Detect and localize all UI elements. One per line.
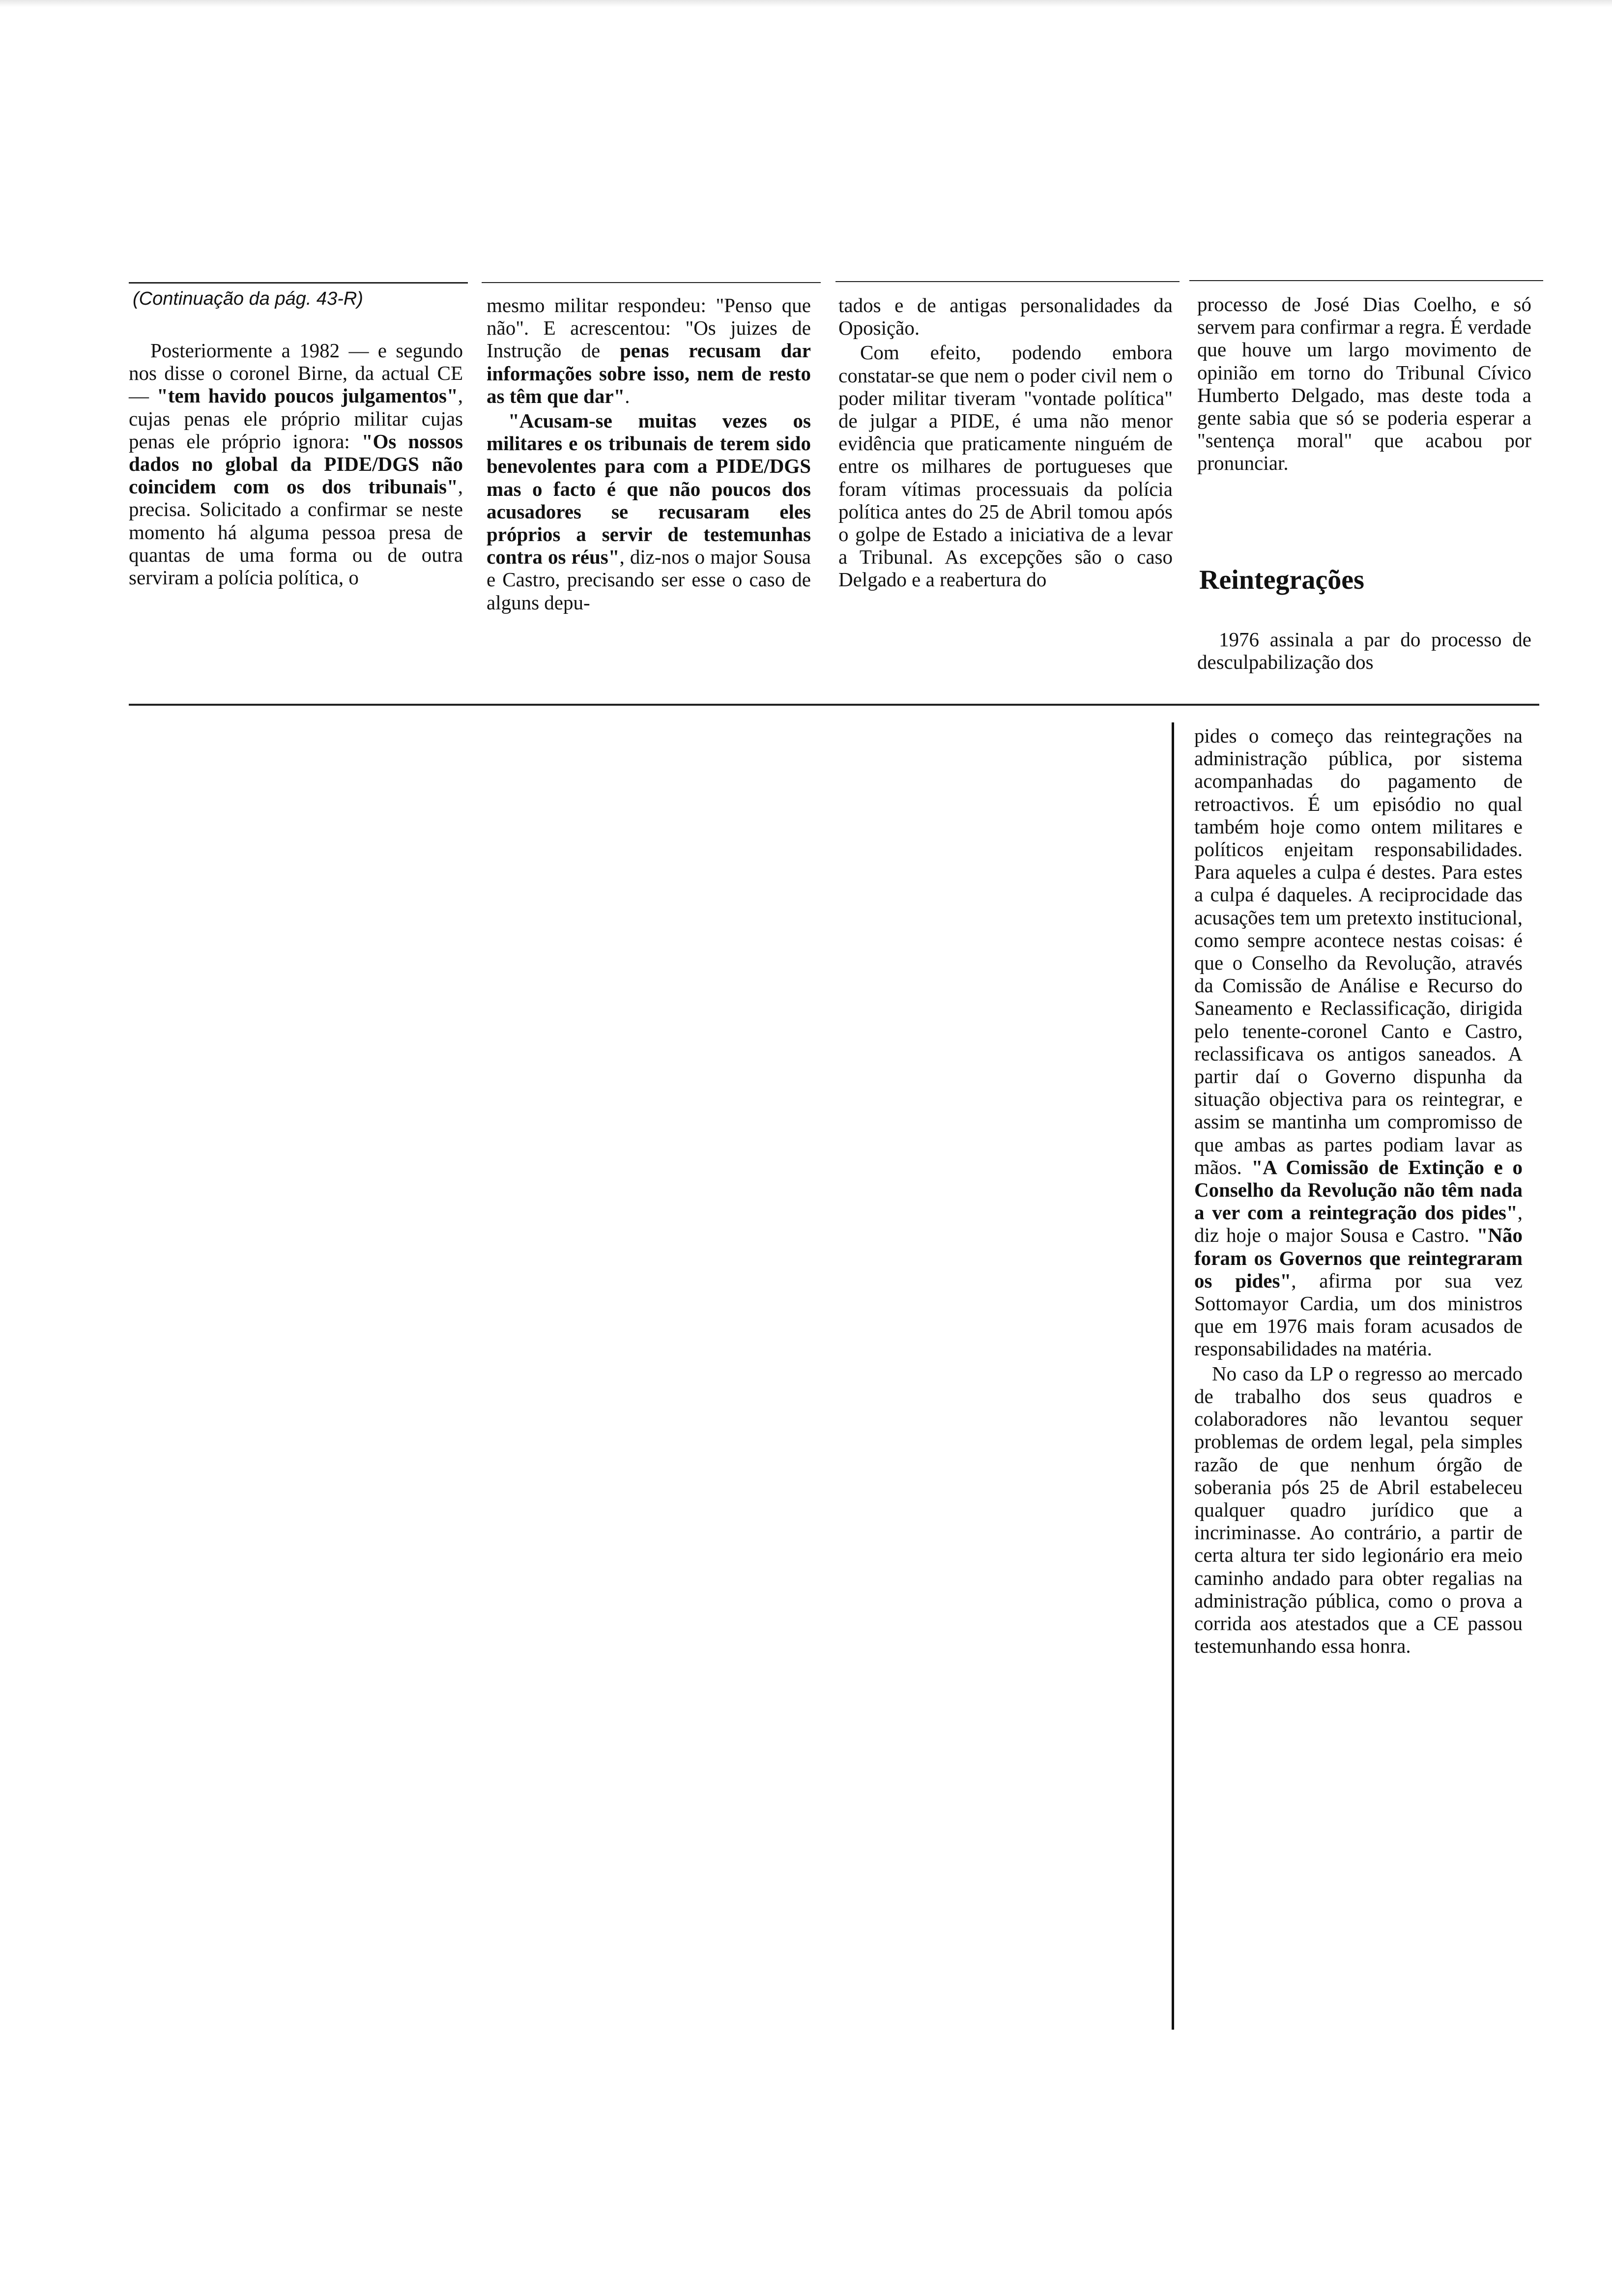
top-rule-col1	[129, 282, 468, 284]
column-3	[838, 294, 1173, 591]
lower-paragraph-1: pides o começo das reintegrações na administração pública, por sistema acompanhadas do pagamento de retroactivos. É um episódio no qual também hoje como ontem militares e políticos enjeitam responsabilidades. Para aqueles a culpa é destes. Para estes a culpa é daqueles. A reciprocidade das acusações tem um pretexto institucional, como sempre acontece nestas coisas: é que o Conselho da Revolução, através da Comissão de Análise e Recurso do Saneamento e Reclassificação, dirigida pelo tenente-coronel Canto e Castro, reclassificava os antigos saneados. A partir daí o Governo dispunha da situação objectiva para os reintegrar, e assim se mantinha um compromisso de que ambas as partes podiam lavar as mãos. "A Comissão de Extinção e o Conselho da Revolução não têm nada a ver com a reintegração dos pides", diz hoje o major Sousa e Castro. "Não foram os Governos que reintegraram os pides", afirma por sua vez Sottomayor Cardia, um dos ministros que em 1976 mais foram acusados de responsabilidades na matéria.	[1194, 724, 1523, 1360]
section-heading: Reintegrações	[1199, 565, 1364, 595]
col3-paragraph-2: Com efeito, podendo embora constatar-se que nem o poder civil nem o poder militar tiveram "vontade política" de julgar a PIDE, é uma não menor evidência que praticamente ninguém de entre os milhares de portugueses que foram vítimas processuais da polícia política antes do 25 de Abril tomou após o golpe de Estado a iniciativa de a levar a Tribunal. As excepções são o caso Delgado e a reabertura do	[838, 341, 1173, 591]
scan-edge	[0, 0, 1612, 7]
column-4	[1197, 293, 1531, 475]
col1-paragraph: Posteriormente a 1982 — e segundo nos disse o coronel Birne, da actual CE — "tem havido poucos julgamentos", cujas penas ele próprio militar cujas penas ele próprio ignora: "Os nossos dados no global da PIDE/DGS não coincidem com os dos tribunais", precisa. Solicitado a confirmar se neste momento há alguma pessoa presa de quantas de uma forma ou de outra serviram a polícia política, o	[129, 339, 463, 589]
column-left-bar	[1172, 722, 1174, 2030]
column-4-continued	[1197, 628, 1531, 673]
top-rule-col4	[1189, 280, 1543, 281]
col4-paragraph-2: 1976 assinala a par do processo de desculpabilização dos	[1197, 628, 1531, 674]
col2-paragraph-2: "Acusam-se muitas vezes os militares e os tribunais de terem sido benevolentes para com a PIDE/DGS mas o facto é que não poucos dos acusadores se recusaram eles próprios a servir de testemunhas contra os réus", diz-nos o major Sousa e Castro, precisando ser esse o caso de alguns depu-	[487, 409, 811, 614]
continuation-caption: (Continuação da pág. 43-R)	[133, 288, 363, 309]
lower-column	[1194, 724, 1523, 1657]
lower-paragraph-2: No caso da LP o regresso ao mercado de trabalho dos seus quadros e colaboradores não levantou sequer problemas de ordem legal, pela simples razão de que nenhum órgão de soberania pós 25 de Abril estabeleceu qualquer quadro jurídico que a incriminasse. Ao contrário, a partir de certa altura ter sido legionário era meio caminho andado para obter regalias na administração pública, como o prova a corrida aos atestados que a CE passou testemunhando essa honra.	[1194, 1362, 1523, 1658]
column-1	[129, 339, 463, 589]
top-rule-col3	[835, 281, 1180, 282]
block-bottom-rule	[129, 704, 1539, 706]
top-rule-col2	[482, 282, 821, 283]
col3-paragraph-1: tados e de antigas personalidades da Oposição.	[838, 294, 1173, 340]
col4-paragraph-1: processo de José Dias Coelho, e só servem para confirmar a regra. É verdade que houve um largo movimento de opinião em torno do Tribunal Cívico Humberto Delgado, mas deste toda a gente sabia que só se poderia esperar a "sentença moral" que acabou por pronunciar.	[1197, 293, 1531, 475]
col2-paragraph-1: mesmo militar respondeu: "Penso que não". E acrescentou: "Os juizes de Instrução de penas recusam dar informações sobre isso, nem de resto as têm que dar".	[487, 294, 811, 407]
column-2	[487, 294, 811, 614]
